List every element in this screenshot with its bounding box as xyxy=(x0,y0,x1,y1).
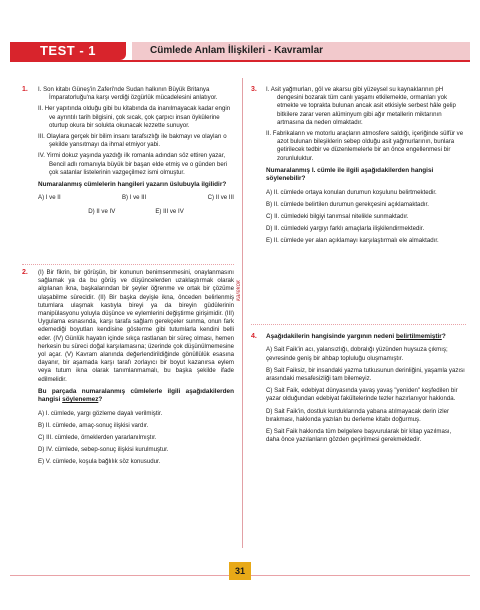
question-number-3: 3. xyxy=(251,86,257,93)
q4-option-a[interactable]: A) Sait Faik'in acı, yalansızlığı, dobralığı yüzünden huysuza çıkmış; çevresinde geniş bir ahbap topluluğu oluşmamıştır. xyxy=(266,346,448,362)
question-number-1: 1. xyxy=(22,86,28,93)
q4-option-e[interactable]: E) Sait Faik hakkında tüm belgelere başvurularak bir kitap yazılması, daha önce yazılanların gözden geçirilmesi gerekmektedir. xyxy=(266,428,452,444)
q3-option-d[interactable]: D) II. cümledeki yargıyı farklı amaçlarla ilişkilendirmektedir. xyxy=(266,225,425,233)
q3-prompt: Numaralanmış I. cümle ile ilgili aşağıdakilerden hangisi söylenebilir? xyxy=(266,166,434,183)
q2-option-d[interactable]: D) IV. cümlede, sebep-sonuç ilişkisi kurulmuştur. xyxy=(38,446,169,454)
q1-option-d[interactable]: D) II ve IV xyxy=(88,207,116,215)
question-1 xyxy=(38,86,234,220)
q3-option-a[interactable]: A) II. cümlede ortaya konulan durumun koşulunu belirtmektedir. xyxy=(266,188,437,196)
q1-option-a[interactable]: A) I ve II xyxy=(38,194,61,202)
q1-option-b[interactable]: B) I ve III xyxy=(121,194,147,202)
section-title: Cümlede Anlam İlişkileri - Kavramlar xyxy=(150,45,324,56)
question-4 xyxy=(266,333,466,448)
q4-prompt: Aşağıdakilerin hangisinde yargının nedeni belirtilmemiştir? xyxy=(266,333,446,340)
q2-passage: (I) Bir fikrin, bir görüşün, bir konunun benimsenmesini, onaylanmasını sağlamak ya da bu görüş ve düşüncelerden uzaklaştırmak olarak algılanan ikna, başkalarından bir şeyler öğrenme ve ortak bir çözüme ulaşabilme sürecidir. (II) Bir başka deyişle ikna, önceden belirlenmiş tutumlara ulaşmak kastıyla bireyi ya da bireyin güdülerinin manipülasyonu yoluyla düşünce ve eylemlerini değiştirme girişimidir. (III) Uygulama esnasında, karşı tarafa sağlam gerekçeler sunma, onun fark edemediği boyutları kendisine gösterme gibi tutumlarla kendini belli eder. (IV) Günlük hayatın içinde sıkça rastlanan bir süreç olması, hemen herkesin bu süreci doğal karşılamasına; üzerinde çok düşünülmemesine yol açar. (V) Kavram alanında değerlendirildiğinde gönüllülük esasına dayanır, bir aşamada karşı tarafı zorlayıcı bir boyut kazanırsa eylem veya tutum ikna olarak tanımlanmamalı, bu başka şekilde ifade edilmelidir. xyxy=(38,269,234,383)
separator xyxy=(22,264,234,265)
page-header xyxy=(0,38,480,62)
q4-option-d[interactable]: D) Sait Faik'in, dostluk kurduklarında yabana atılmayacak derin izler bırakması, hakkında yazılan bu derleme kitabı doğurmuş. xyxy=(266,407,450,423)
q3-option-c[interactable]: C) II. cümledeki bilgiyi tanımsal nitelikle sunmaktadır. xyxy=(266,213,409,221)
question-number-2: 2. xyxy=(22,269,28,276)
question-2 xyxy=(38,269,234,471)
test-label: TEST - 1 xyxy=(10,42,126,60)
q1-prompt: Numaralanmış cümlelerin hangileri yazarın üslubuyla ilgilidir? xyxy=(38,181,227,189)
q3-item: II. Fabrikaların ve motorlu araçların atmosfere saldığı, içeriğinde sülfür ve azot bulunan bileşiklerin sebep olduğu asit yağmurlarının, bunlara getirilecek tedbir ve düzenlemelerle bir an önce engellenmesi bir zorunluluktur. xyxy=(266,130,464,162)
q1-option-e[interactable]: E) III ve IV xyxy=(155,207,184,215)
q3-option-b[interactable]: B) II. cümlede belirtilen durumun gerekçesini açıklamaktadır. xyxy=(266,200,429,208)
q3-option-e[interactable]: E) II. cümlede yer alan açıklamayı karşılaştırmalı ele almaktadır. xyxy=(266,237,439,245)
q1-option-c[interactable]: C) II ve III xyxy=(207,194,234,202)
q4-option-c[interactable]: C) Sait Faik, edebiyat dünyasında yavaş yavaş "yeniden" keşfedilen bir yazar olduğundan edebiyat fakültelerinde tezler hazırlanıyor hakkında. xyxy=(266,387,458,403)
q2-option-a[interactable]: A) I. cümlede, yargı gözleme dayalı verilmiştir. xyxy=(38,409,163,417)
q2-prompt: Bu parçada numaralanmış cümlelerle ilgili aşağıdakilerden hangisi söylenemez? xyxy=(38,387,234,404)
header-rule xyxy=(10,60,470,62)
q1-item: I. Son kitabı Güneş'in Zaferi'nde Sudan halkının Büyük Britanya İmparatorluğu'na karşı verdiği özgürlük mücadelesini anlatıyor. xyxy=(38,86,218,102)
q2-option-e[interactable]: E) V. cümlede, koşula bağlılık söz konusudur. xyxy=(38,458,161,466)
side-label: karekök xyxy=(236,280,242,302)
separator xyxy=(251,324,466,325)
page-number: 31 xyxy=(229,562,251,580)
question-3 xyxy=(266,86,466,250)
column-divider xyxy=(242,78,243,548)
q4-option-b[interactable]: B) Sait Faiksiz, bir insandaki yazma tutkusunun derinliğini, yaşamla yazısı arasındaki mesafesizliği tam bilemeyiz. xyxy=(266,366,465,383)
q1-item: III. Olaylara gerçek bir bilim insanı tarafsızlığı ile bakmayı ve olayları o şekilde yansıtmayı da ihmal etmiyor yabi. xyxy=(38,133,227,149)
q2-option-c[interactable]: C) III. cümlede, örneklerden yararlanılmıştır. xyxy=(38,434,157,442)
q3-item: I. Asit yağmurları, göl ve akarsu gibi yüzeysel su kaynaklarının pH dengesini bozarak tüm canlı yaşamı etkilemekte, ormanları yok etmekte ve toprakta bulunan ancak asit etkisiyle serbest hâle gelip bitkilere zarar veren alüminyum gibi ağır metallerin miktarının artmasına da neden olmaktadır. xyxy=(266,86,456,126)
question-number-4: 4. xyxy=(251,333,257,340)
q1-item: II. Her yapıtında olduğu gibi bu kitabında da inanılmayacak kadar engin ve ayrıntılı tarih bilgisini, çok sıcak, çok çarpıcı insan öykülerine oturtup okura bir solukta okunacak lezzette sunuyor. xyxy=(38,105,231,129)
q2-option-b[interactable]: B) II. cümlede, amaç-sonuç ilişkisi vardır. xyxy=(38,421,149,429)
q1-item: IV. Yirmi dokuz yaşında yazdığı ilk romanla adından söz ettiren yazar, Bencil adlı romanıyla büyük bir başarı elde etmiş ve o günden beri çok satanlar listelerinin vazgeçilmez ismi olmuştur. xyxy=(38,152,228,176)
